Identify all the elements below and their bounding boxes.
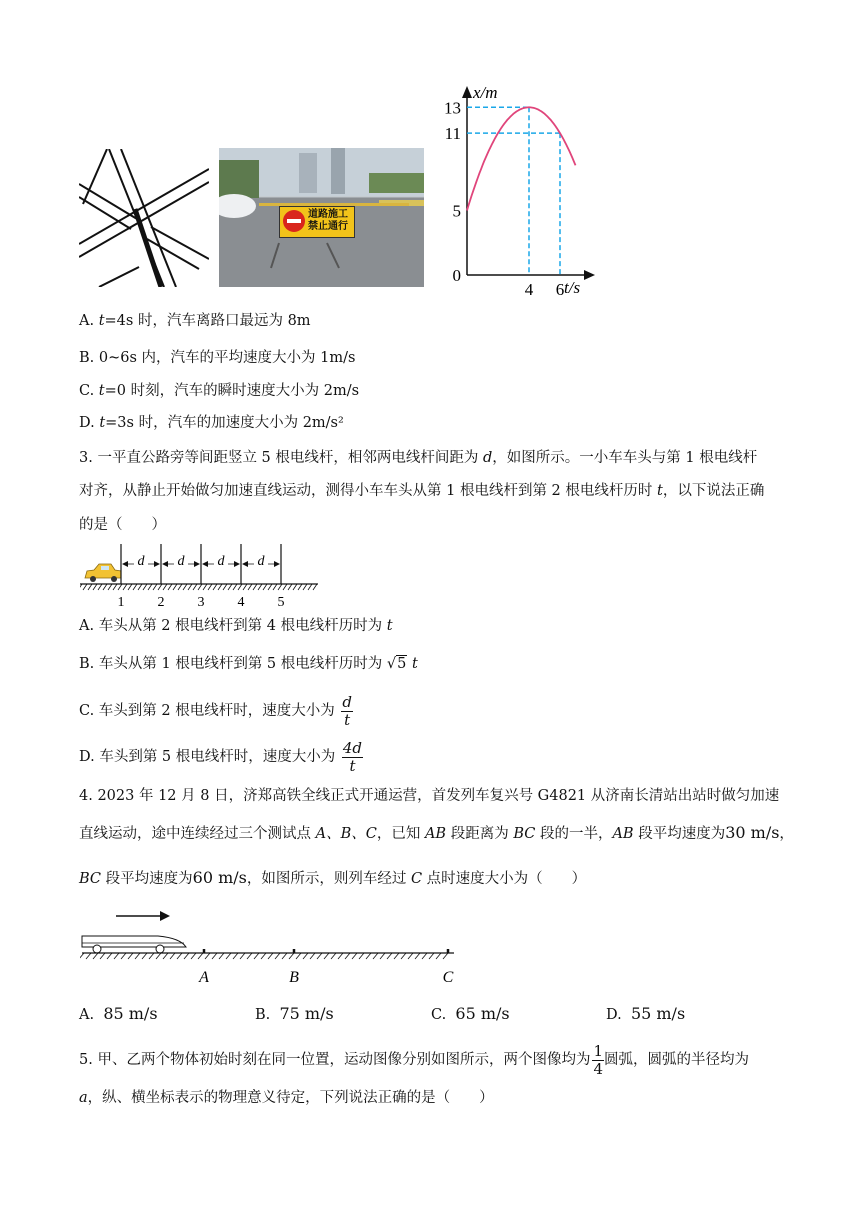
- option-label: C.: [431, 1007, 447, 1023]
- denominator: t: [349, 756, 356, 775]
- road-construction-photo: [219, 148, 424, 287]
- text: ，已知: [376, 826, 425, 842]
- curve-x-t: [467, 107, 576, 210]
- segment-bc: BC: [513, 826, 536, 842]
- q3-stem-line-1: [79, 448, 757, 468]
- y-tick-label: 0: [452, 266, 461, 285]
- text: 段平均速度为: [101, 871, 193, 887]
- track-point-label: A: [199, 969, 209, 986]
- y-tick-label: 5: [452, 201, 461, 221]
- option-label: A.: [79, 313, 95, 329]
- pole-label: 4: [237, 595, 245, 610]
- option-value: 55 m/s: [630, 1004, 686, 1023]
- option-text: D. 车头到第 5 根电线杆时，速度大小为: [79, 749, 340, 765]
- track-hatching: [80, 953, 448, 959]
- y-axis-arrow: [462, 86, 472, 98]
- q5-stem-line-2: [79, 1088, 494, 1108]
- option-label: D.: [606, 1007, 622, 1023]
- option-text: =4s 时，汽车离路口最远为 8m: [104, 313, 311, 329]
- q4-option-b: [255, 1004, 334, 1025]
- variable-t: t: [98, 383, 105, 399]
- sqrt-5: √5: [386, 656, 407, 672]
- text: 直线运动，途中连续经过三个测试点: [79, 826, 316, 842]
- gap-label: d: [137, 554, 145, 569]
- gap-label: d: [217, 554, 225, 569]
- text: 段的一半，: [535, 826, 613, 842]
- fraction-4d-over-t: [342, 740, 363, 775]
- y-axis-label: x/m: [473, 83, 498, 102]
- option-label: C.: [79, 383, 95, 399]
- q3-option-b: [79, 654, 418, 674]
- numerator: 4d: [342, 738, 363, 757]
- option-value: 75 m/s: [279, 1004, 334, 1023]
- text: 圆弧，圆弧的半径均为: [604, 1052, 749, 1068]
- option-text: 0~6s 内，汽车的平均速度大小为 1m/s: [98, 350, 356, 366]
- speed-ab: 30 m/s: [725, 823, 780, 842]
- segment-ab: AB: [612, 826, 634, 842]
- variable-t: t: [411, 656, 418, 672]
- q2-option-a: [79, 311, 311, 331]
- option-text: =0 时刻，汽车的瞬时速度大小为 2m/s: [104, 383, 360, 399]
- q4-option-c: [431, 1004, 510, 1025]
- segment-ab: AB: [424, 826, 447, 842]
- option-text: A. 车头从第 2 根电线杆到第 4 根电线杆历时为: [79, 618, 387, 634]
- poles-figure: [80, 540, 320, 610]
- gap-label: d: [177, 554, 185, 569]
- pole-label: 1: [117, 595, 125, 610]
- road-sign-text: [308, 209, 348, 233]
- fraction-d-over-t: [341, 694, 353, 729]
- ground-hatching: [80, 584, 317, 590]
- q3-stem-line-2: [79, 481, 764, 501]
- q2-option-c: [79, 381, 359, 401]
- numerator: d: [342, 692, 352, 711]
- y-tick-label: 11: [444, 124, 461, 144]
- option-text: C. 车头到第 2 根电线杆时，速度大小为: [79, 703, 340, 719]
- gap-label: d: [257, 554, 265, 569]
- fraction-one-quarter: [592, 1043, 604, 1078]
- option-value: 85 m/s: [103, 1004, 158, 1023]
- variable-t: t: [386, 618, 393, 634]
- sign-line-1: 道路施工: [308, 209, 348, 220]
- direction-arrowhead: [160, 911, 170, 921]
- option-label: B.: [255, 1007, 271, 1023]
- text: 段平均速度为: [633, 826, 726, 842]
- track-point-label: B: [289, 969, 299, 986]
- x-t-graph: [435, 80, 600, 295]
- x-tick-label: 6: [555, 280, 565, 295]
- denominator: t: [344, 710, 351, 729]
- text: ，: [779, 826, 794, 842]
- text: 3. 一平直公路旁等间距竖立 5 根电线杆，相邻两电线杆间距为: [79, 450, 483, 466]
- x-axis-label: t/s: [564, 278, 581, 295]
- train-icon: [82, 936, 186, 953]
- text: ，以下说法正确: [662, 483, 765, 499]
- radicand: 5: [397, 656, 407, 672]
- text: 段距离为: [446, 826, 514, 842]
- pole-label: 5: [277, 595, 285, 610]
- road-sign: [279, 206, 355, 238]
- q4-option-a: [79, 1004, 158, 1025]
- denominator: 4: [593, 1059, 603, 1078]
- x-axis-arrow: [584, 270, 595, 280]
- option-text: =3s 时，汽车的加速度大小为 2m/s²: [105, 415, 344, 431]
- text: ，如图所示。一小车车头与第 1 根电线杆: [492, 450, 758, 466]
- text: ，纵、横坐标表示的物理意义待定，下列说法正确的是（ ）: [87, 1090, 494, 1106]
- q4-stem-line-2: [79, 823, 794, 844]
- variable-a: a: [79, 1090, 88, 1106]
- option-label: A.: [79, 1007, 95, 1023]
- variable-d: d: [483, 450, 493, 466]
- text: 5. 甲、乙两个物体初始时刻在同一位置，运动图像分别如图所示，两个图像均为: [79, 1052, 591, 1068]
- option-value: 65 m/s: [455, 1004, 510, 1023]
- q5-stem-line-1: [79, 1038, 749, 1082]
- speed-bc: 60 m/s: [192, 868, 247, 887]
- text: 对齐，从静止开始做匀加速直线运动，测得小车车头从第 1 根电线杆到第 2 根电线杆历时: [79, 483, 657, 499]
- option-label: B.: [79, 350, 95, 366]
- q4-option-d: [606, 1004, 685, 1025]
- q4-stem-line-3: [79, 868, 586, 889]
- q3-option-c: [79, 689, 353, 733]
- variable-t: t: [98, 313, 105, 329]
- variable-t: t: [657, 483, 663, 499]
- q3-option-d: [79, 735, 363, 779]
- y-tick-label: 13: [444, 98, 461, 118]
- q2-option-b: [79, 348, 355, 368]
- road-map-figure: [79, 149, 209, 287]
- option-label: D.: [79, 415, 95, 431]
- pole-label: 3: [197, 595, 205, 610]
- option-text: B. 车头从第 1 根电线杆到第 5 根电线杆历时为: [79, 656, 387, 672]
- q2-option-d: [79, 413, 344, 433]
- x-tick-label: 4: [524, 280, 534, 295]
- sign-line-2: 禁止通行: [308, 221, 348, 232]
- track-point-label: C: [442, 969, 454, 986]
- car-icon: [85, 564, 121, 582]
- q3-option-a: [79, 616, 393, 636]
- segment-bc: BC: [79, 871, 102, 887]
- train-figure: [80, 906, 460, 988]
- point-names: A、B、C: [315, 826, 377, 842]
- text: 点时速度大小为（ ）: [422, 871, 587, 887]
- text: ，如图所示，则列车经过: [246, 871, 411, 887]
- q3-stem-line-3: 的是（ ）: [79, 517, 166, 533]
- point-c: C: [410, 871, 423, 887]
- no-entry-icon: [283, 210, 305, 232]
- numerator: 1: [593, 1041, 603, 1060]
- variable-t: t: [99, 415, 106, 431]
- q4-stem-line-1: 4. 2023 年 12 月 8 日，济郑高铁全线正式开通运营，首发列车复兴号 G4821 从济南长清站出站时做匀加速: [79, 788, 780, 804]
- pole-label: 2: [157, 595, 165, 610]
